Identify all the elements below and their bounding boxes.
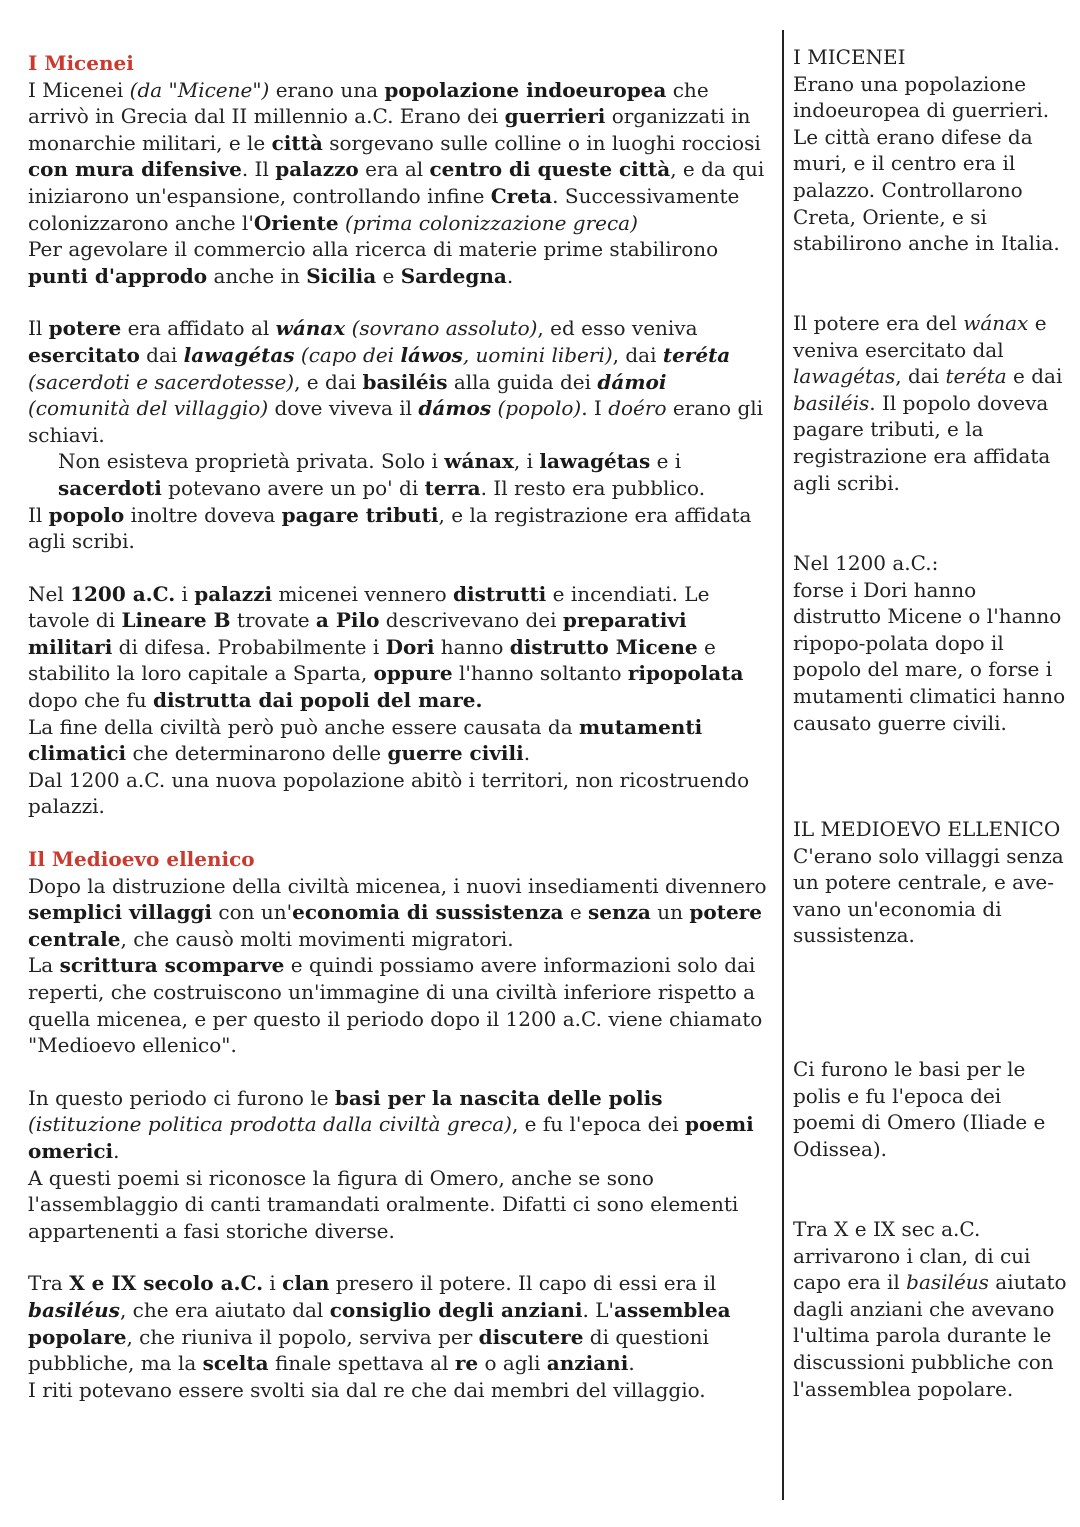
text-run: era al bbox=[358, 157, 430, 182]
text-run: e incendiati. Le tavole di bbox=[28, 581, 710, 633]
text-run: i bbox=[175, 581, 195, 606]
italic-text: (istituzione politica prodotta dalla civiltà greca) bbox=[28, 1112, 512, 1137]
side-note-text bbox=[793, 816, 1068, 949]
italic-text: (popolo) bbox=[491, 396, 582, 421]
side-note bbox=[793, 550, 1068, 736]
text-run: , e dai bbox=[294, 369, 363, 394]
bold-term: terra bbox=[424, 475, 481, 500]
paragraph bbox=[28, 77, 770, 237]
bold-term: Dori bbox=[385, 634, 435, 659]
text-run: Nel 1200 a.C.: bbox=[793, 551, 939, 575]
bold-term: Creta bbox=[490, 183, 553, 208]
text-run: , dai bbox=[612, 342, 663, 367]
bold-term: teréta bbox=[662, 342, 731, 367]
bold-term: wánax bbox=[444, 449, 514, 474]
bold-term: senza bbox=[588, 900, 651, 925]
side-note-text bbox=[793, 44, 1068, 257]
bold-term: wánax bbox=[275, 316, 346, 341]
text-run: , i bbox=[513, 449, 540, 474]
text-run: e quindi possiamo avere informazioni solo dai reperti, che costruiscono un'immagine di una civiltà inferiore rispetto a quella micenea, e per questo il periodo dopo il 1200 a.C. viene chiamato "Medioevo ellenico". bbox=[28, 953, 763, 1058]
paragraph bbox=[28, 1165, 770, 1245]
side-note-text bbox=[793, 550, 1068, 736]
text-run: che determinarono delle bbox=[126, 741, 388, 766]
text-run: Il bbox=[28, 502, 49, 527]
text-run: sorgevano sulle colline o in luoghi rocciosi bbox=[322, 130, 761, 155]
italic-text: wánax bbox=[963, 311, 1029, 335]
bold-term: guerrieri bbox=[504, 104, 606, 129]
text-run: I Micenei bbox=[28, 77, 130, 102]
text-run: Erano una popolazione indoeuropea di guerrieri. Le città erano difese da muri, e il centro era il palazzo. Controllarono Creta, Oriente, e si stabilirono anche in Italia. bbox=[793, 71, 1060, 256]
paragraph bbox=[28, 502, 770, 555]
text-run: , e fu l'epoca dei bbox=[511, 1112, 685, 1137]
bold-term: dámos bbox=[418, 396, 492, 421]
bold-term: a Pilo bbox=[315, 608, 380, 633]
text-run: Dal 1200 a.C. una nuova popolazione abitò i territori, non ricostruendo palazzi. bbox=[28, 767, 750, 819]
text-run: Per agevolare il commercio alla ricerca di materie prime stabilirono bbox=[28, 237, 719, 262]
bold-term: economia di sussistenza bbox=[292, 900, 564, 925]
side-note bbox=[793, 1056, 1068, 1162]
paragraph bbox=[28, 581, 770, 714]
text-run: . Il resto era pubblico. bbox=[480, 475, 706, 500]
paragraph bbox=[28, 1270, 770, 1376]
bold-term: ripopolata bbox=[627, 661, 744, 686]
bold-term: palazzi bbox=[194, 581, 273, 606]
text-run: . L' bbox=[582, 1297, 614, 1322]
text-run: . Il popolo doveva pagare tributi, e la registrazione era affidata agli scribi. bbox=[793, 390, 1051, 495]
bold-term: anziani bbox=[546, 1351, 629, 1376]
text-run: , che era aiutato dal bbox=[119, 1297, 330, 1322]
bold-term: preparativi militari bbox=[28, 608, 687, 659]
bold-term: Sicilia bbox=[306, 263, 377, 288]
section-heading-medioevo: Il Medioevo ellenico bbox=[28, 847, 255, 872]
text-run: dove viveva il bbox=[268, 396, 419, 421]
text-run: La fine della civiltà però può anche essere causata da bbox=[28, 714, 580, 739]
bold-term: esercitato bbox=[28, 342, 140, 367]
text-run: e i bbox=[650, 449, 682, 474]
text-run: , che riuniva il popolo, serviva per bbox=[126, 1324, 479, 1349]
text-run: i bbox=[263, 1271, 283, 1296]
text-run: forse i Dori hanno distrutto Micene o l'hanno ripopo-polata dopo il popolo del mare, o forse i mutamenti climatici hanno causato guerre civili. bbox=[793, 577, 1066, 735]
text-run: Dopo la distruzione della civiltà micenea, i nuovi insediamenti divennero bbox=[28, 873, 767, 898]
bold-term: potere centrale bbox=[28, 900, 762, 951]
side-note-text bbox=[793, 1056, 1068, 1162]
italic-text: (sacerdoti e sacerdotesse) bbox=[28, 369, 295, 394]
side-note bbox=[793, 816, 1068, 949]
paragraph bbox=[28, 315, 770, 448]
text-run: potevano avere un po' di bbox=[161, 475, 425, 500]
text-run: Tra X e IX sec a.C. arrivarono i clan, di cui capo era il bbox=[793, 1217, 1031, 1295]
text-run: un bbox=[650, 900, 690, 925]
text-run: . bbox=[523, 741, 531, 766]
text-run: micenei vennero bbox=[272, 581, 454, 606]
text-run: erano una bbox=[269, 77, 385, 102]
text-run: Ci furono le basi per le polis e fu l'epoca dei poemi di Omero (Iliade e Odissea). bbox=[793, 1057, 1046, 1161]
text-run: . I bbox=[581, 396, 609, 421]
bold-term: distrutta dai popoli del mare. bbox=[152, 688, 483, 713]
italic-text: (sovrano assoluto) bbox=[345, 316, 538, 341]
text-run: anche in bbox=[207, 263, 307, 288]
side-note-text bbox=[793, 310, 1068, 496]
bold-term: consiglio degli anziani bbox=[329, 1297, 583, 1322]
text-run: e veniva esercitato dal bbox=[793, 311, 1047, 362]
text-run: dai bbox=[139, 342, 184, 367]
bold-term: Lineare B bbox=[121, 608, 231, 633]
bold-term: dámoi bbox=[597, 369, 667, 394]
bold-term: re bbox=[454, 1351, 479, 1376]
bold-term: distrutti bbox=[453, 581, 547, 606]
text-run: I MICENEI bbox=[793, 45, 906, 69]
text-run: Tra bbox=[28, 1271, 70, 1296]
text-run: organizzati in monarchie militari, e le bbox=[28, 104, 751, 155]
paragraph bbox=[28, 767, 770, 820]
paragraph bbox=[28, 236, 770, 289]
bold-term: scelta bbox=[202, 1351, 269, 1376]
bold-term: Oriente bbox=[253, 210, 339, 235]
text-run: l'hanno soltanto bbox=[452, 661, 628, 686]
bold-term: sacerdoti bbox=[58, 475, 162, 500]
bold-term: Sardegna bbox=[400, 263, 507, 288]
bold-term: clan bbox=[282, 1271, 330, 1296]
bold-term: 1200 a.C. bbox=[70, 581, 176, 606]
paragraph bbox=[28, 952, 770, 1058]
paragraph bbox=[28, 1085, 770, 1165]
bold-term: basi per la nascita delle polis bbox=[334, 1085, 663, 1110]
text-run: con un' bbox=[212, 900, 293, 925]
section-heading-micenei: I Micenei bbox=[28, 51, 134, 75]
text-run: erano gli schiavi. bbox=[28, 396, 764, 447]
side-note bbox=[793, 310, 1068, 496]
text-run: e stabilito la loro capitale a Sparta, bbox=[28, 634, 716, 686]
text-run: IL MEDIOEVO ELLENICO bbox=[793, 817, 1061, 841]
text-run: hanno bbox=[434, 634, 510, 659]
bold-term: con mura difensive bbox=[28, 157, 242, 182]
text-run: In questo periodo ci furono le bbox=[28, 1085, 335, 1110]
text-run: . Successivamente colonizzarono anche l' bbox=[28, 183, 740, 235]
bold-term: lawagétas bbox=[539, 449, 651, 474]
text-run: Non esisteva proprietà privata. Solo i bbox=[58, 449, 445, 474]
bold-term: scrittura scomparve bbox=[59, 953, 285, 978]
text-run: Nel bbox=[28, 581, 71, 606]
italic-text: teréta bbox=[945, 364, 1007, 389]
text-run: finale spettava al bbox=[268, 1351, 455, 1376]
bold-term: palazzo bbox=[275, 157, 359, 182]
text-run: che arrivò in Grecia dal II millennio a.C. Erano dei bbox=[28, 77, 709, 129]
side-note bbox=[793, 44, 1068, 257]
bold-term: città bbox=[271, 130, 323, 155]
text-run: , e da qui iniziarono un'espansione, controllando infine bbox=[28, 157, 765, 208]
bold-term: popolo bbox=[48, 502, 125, 527]
bold-term: distrutto Micene bbox=[509, 634, 698, 659]
text-run: , che causò molti movimenti migratori. bbox=[120, 926, 514, 951]
text-run: La bbox=[28, 953, 60, 978]
text-run: dopo che fu bbox=[28, 688, 153, 713]
text-run: Il potere era del bbox=[793, 311, 964, 335]
bold-term: basiléus bbox=[28, 1297, 120, 1322]
italic-text: (capo dei bbox=[294, 342, 401, 367]
bold-term: discutere bbox=[478, 1324, 584, 1349]
text-run: Il bbox=[28, 316, 49, 341]
text-run: alla guida dei bbox=[447, 369, 598, 394]
paragraph bbox=[28, 448, 770, 501]
italic-text: , uomini liberi) bbox=[462, 342, 613, 367]
bold-term: centro di queste città bbox=[429, 157, 671, 182]
bold-term: lawagétas bbox=[183, 342, 295, 367]
side-note bbox=[793, 1216, 1068, 1402]
bold-term: láwos bbox=[400, 342, 463, 367]
bold-term: popolazione indoeuropea bbox=[384, 77, 667, 102]
bold-term: potere bbox=[48, 316, 122, 341]
italic-text: (prima colonizzazione greca) bbox=[344, 210, 638, 235]
bold-term: pagare tributi bbox=[281, 502, 439, 527]
bold-term: assemblea popolare bbox=[28, 1297, 731, 1349]
text-run: trovate bbox=[230, 608, 316, 633]
bold-term: semplici villaggi bbox=[28, 900, 213, 925]
paragraph bbox=[28, 1377, 770, 1404]
italic-text: (da "Micene") bbox=[129, 77, 270, 102]
text-run: e dai bbox=[1006, 364, 1063, 389]
text-run: aiutato dagli anziani che avevano l'ultima parola durante le discussioni pubbliche con l'assemblea popolare. bbox=[793, 1270, 1067, 1401]
column-divider bbox=[782, 30, 784, 1500]
paragraph bbox=[28, 714, 770, 767]
text-run: . bbox=[506, 263, 514, 288]
text-run: , ed esso veniva bbox=[537, 316, 698, 341]
bold-term: punti d'approdo bbox=[28, 263, 208, 288]
text-run: I riti potevano essere svolti sia dal re che dai membri del villaggio. bbox=[28, 1377, 706, 1402]
bold-term: mutamenti climatici bbox=[28, 714, 703, 766]
text-run: , dai bbox=[895, 364, 946, 389]
italic-text: basiléus bbox=[906, 1270, 989, 1295]
italic-text: lawagétas bbox=[793, 364, 896, 389]
bold-term: guerre civili bbox=[387, 741, 524, 766]
text-run: e bbox=[376, 263, 401, 288]
text-run: C'erano solo villaggi senza un potere centrale, e ave-vano un'economia di sussistenza. bbox=[793, 843, 1064, 948]
text-run: di difesa. Probabilmente i bbox=[112, 634, 386, 659]
text-run: A questi poemi si riconosce la figura di Omero, anche se sono l'assemblaggio di canti tramandati oralmente. Difatti ci sono elementi appartenenti a fasi storiche diverse. bbox=[28, 1165, 739, 1243]
main-column bbox=[28, 50, 770, 1403]
text-run: e bbox=[563, 900, 589, 925]
text-run: di questioni pubbliche, ma la bbox=[28, 1324, 709, 1376]
italic-text: basiléis bbox=[793, 390, 870, 415]
bold-term: oppure bbox=[373, 661, 453, 686]
italic-text: doéro bbox=[608, 396, 667, 421]
text-run: o agli bbox=[478, 1351, 547, 1376]
bold-term: X e IX secolo a.C. bbox=[69, 1271, 264, 1296]
side-note-text bbox=[793, 1216, 1068, 1402]
text-run: presero il potere. Il capo di essi era il bbox=[329, 1271, 717, 1296]
text-run: . bbox=[113, 1138, 120, 1163]
bold-term: basiléis bbox=[362, 369, 448, 394]
text-run: . Il bbox=[241, 157, 276, 182]
text-run: . bbox=[628, 1351, 635, 1376]
text-run: inoltre doveva bbox=[124, 502, 282, 527]
text-run: , e la registrazione era affidata agli scribi. bbox=[28, 502, 752, 554]
bold-term: poemi omerici bbox=[28, 1112, 754, 1163]
paragraph bbox=[28, 873, 770, 953]
text-run: descrivevano dei bbox=[379, 608, 563, 633]
italic-text: (comunità del villaggio) bbox=[28, 396, 269, 421]
text-run: era affidato al bbox=[121, 316, 276, 341]
